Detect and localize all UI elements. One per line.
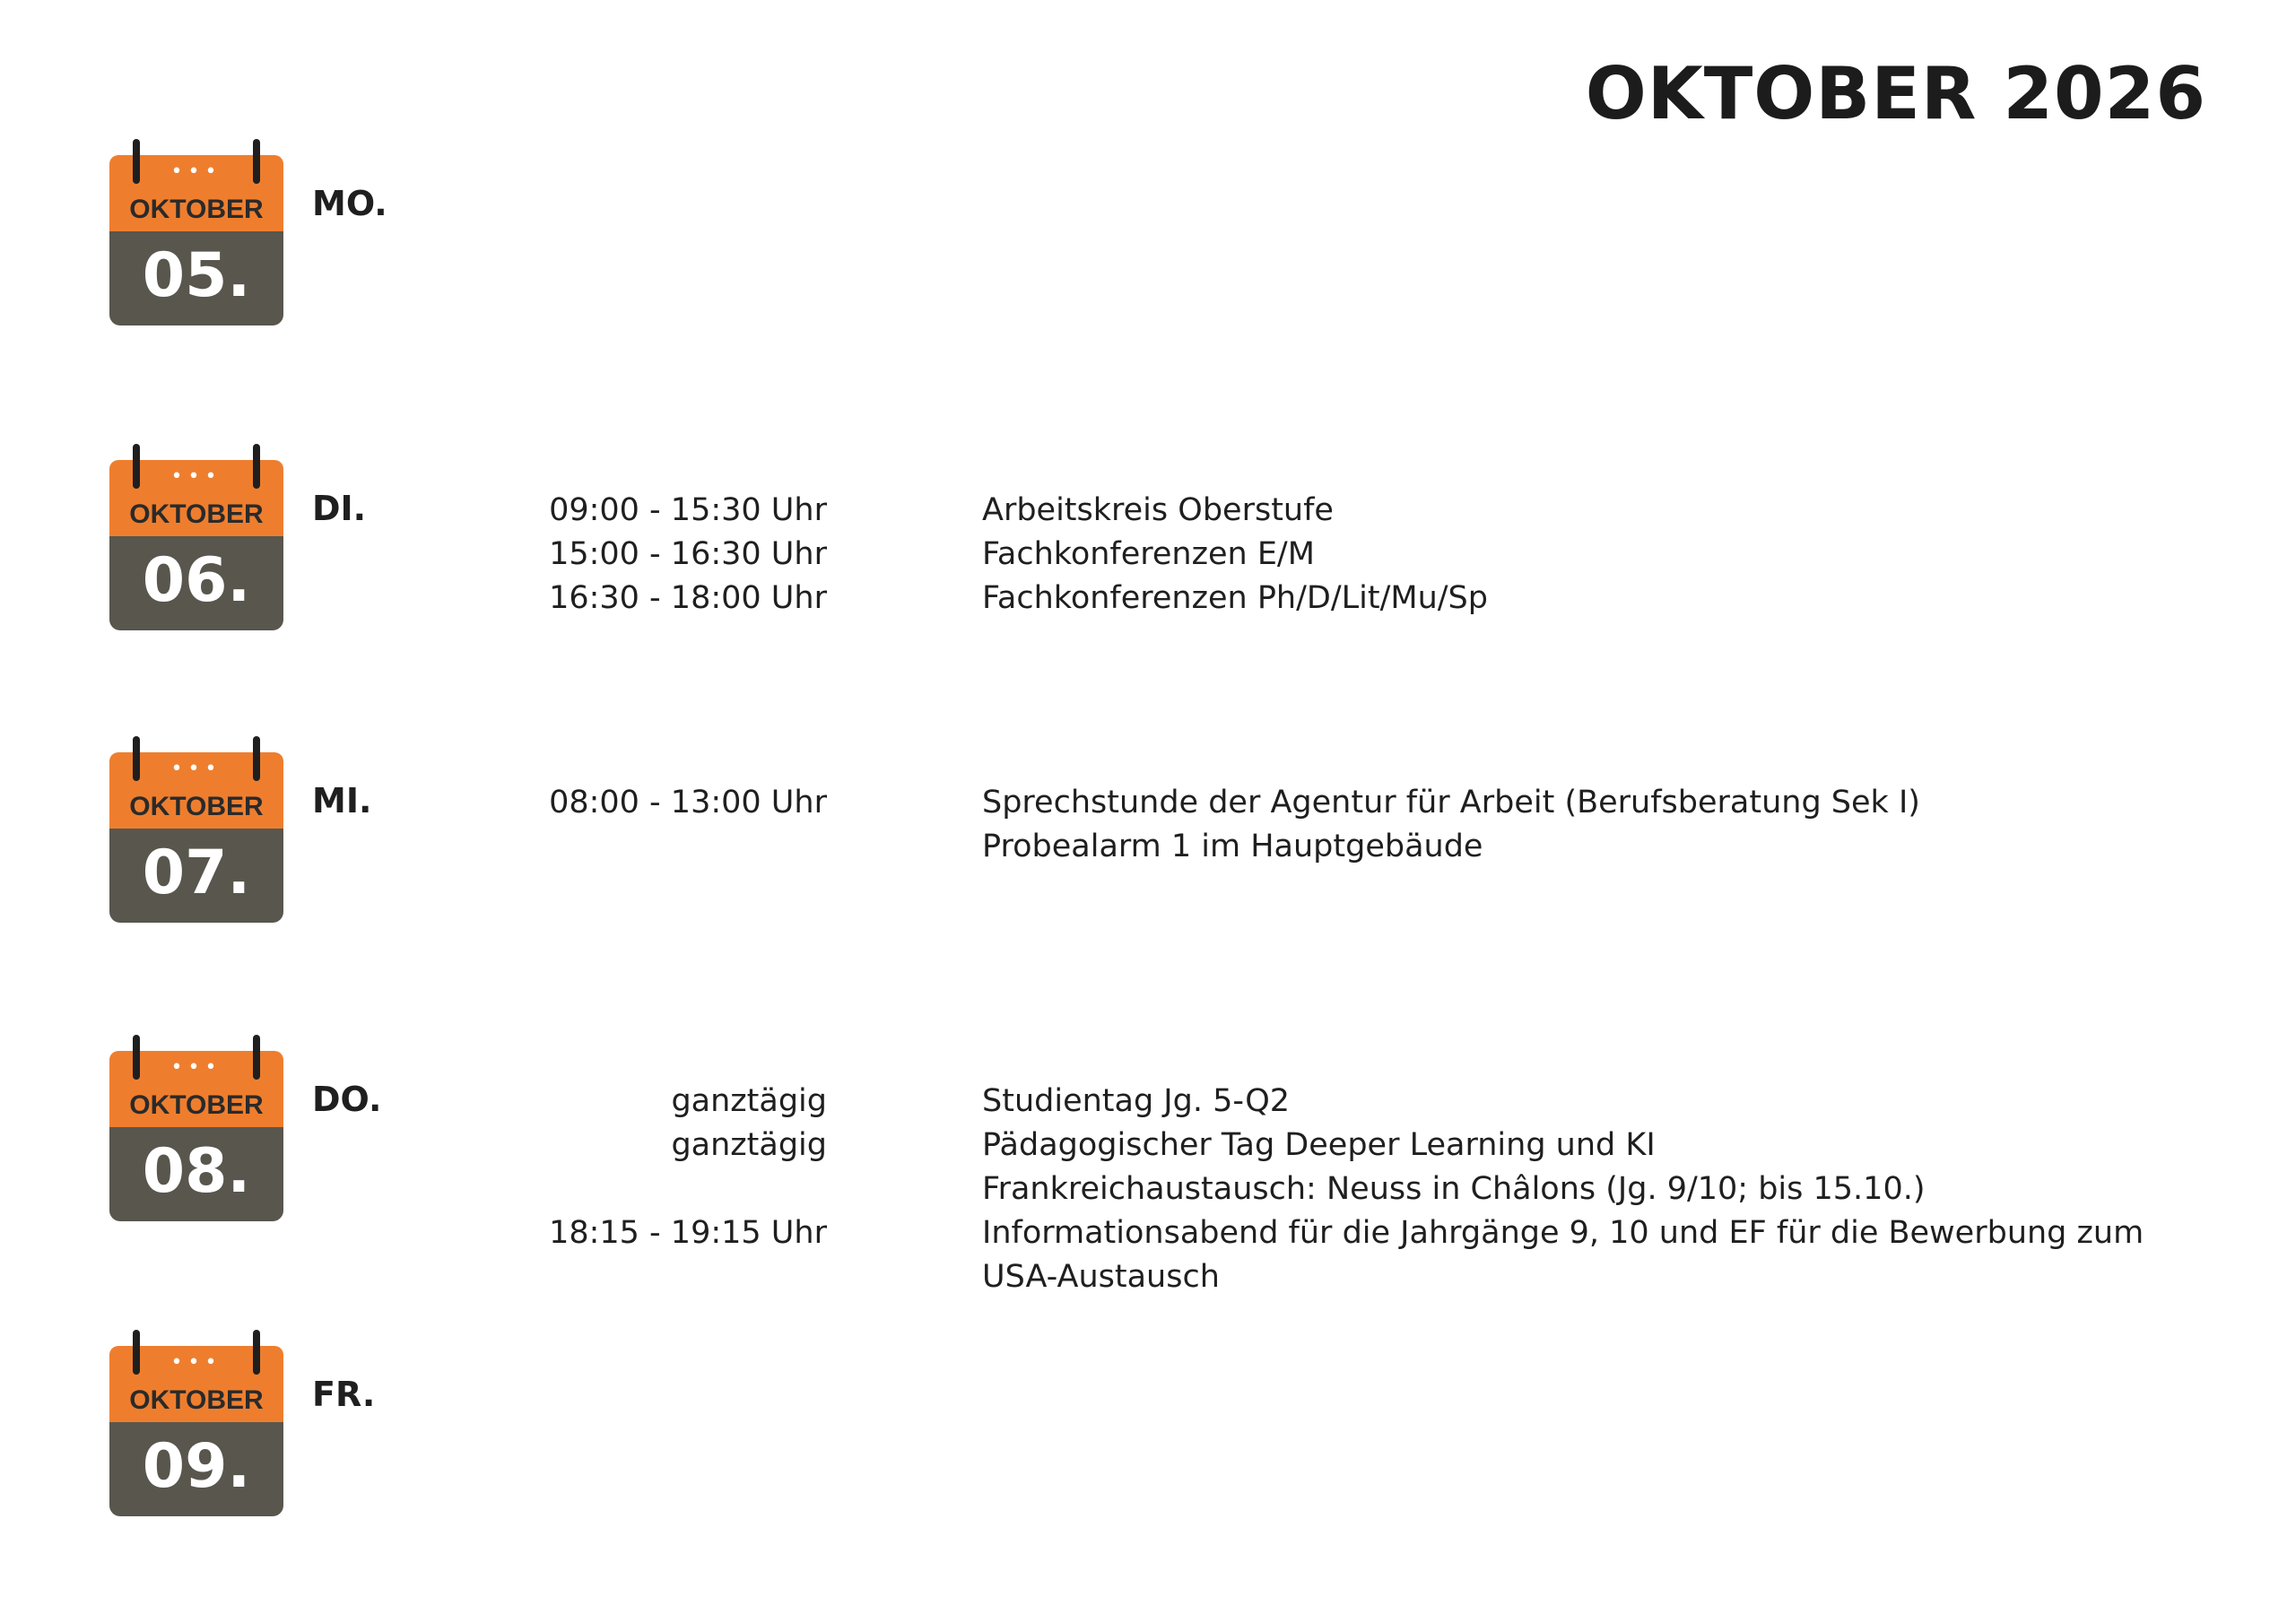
- event-list: [0, 781, 2296, 869]
- event-time: 18:15 - 19:15 Uhr: [549, 1215, 827, 1251]
- calendar-dots-icon: •••: [170, 161, 222, 183]
- event-title: Arbeitskreis Oberstufe: [982, 492, 1334, 528]
- calendar-ring-icon: [133, 139, 140, 184]
- weekday-label: FR.: [312, 1375, 376, 1414]
- weekday-label: MO.: [312, 184, 387, 223]
- calendar-date: 08.: [142, 1136, 251, 1207]
- calendar-ring-icon: [133, 444, 140, 489]
- event-item: [0, 1167, 2296, 1211]
- calendar-ring-icon: [133, 1035, 140, 1080]
- calendar-icon: [109, 1330, 283, 1516]
- calendar-ring-icon: [253, 1330, 260, 1375]
- event-list: [0, 1080, 2296, 1299]
- calendar-month: OKTOBER: [129, 792, 264, 821]
- calendar-month: OKTOBER: [129, 195, 264, 224]
- calendar-icon-body: [109, 231, 283, 325]
- calendar-ring-icon: [253, 444, 260, 489]
- calendar-month: OKTOBER: [129, 1090, 264, 1120]
- event-item: [0, 781, 2296, 825]
- event-title: Studientag Jg. 5-Q2: [982, 1083, 1291, 1119]
- calendar-ring-icon: [133, 1330, 140, 1375]
- event-title: Informationsabend für die Jahrgänge 9, 10 und EF für die Bewerbung zum USA-Austausch: [982, 1215, 2144, 1295]
- calendar-date: 09.: [142, 1431, 251, 1502]
- calendar-ring-icon: [253, 736, 260, 781]
- event-title: Frankreichaustausch: Neuss in Châlons (Jg. 9/10; bis 15.10.): [982, 1171, 1926, 1207]
- calendar-month: OKTOBER: [129, 1385, 264, 1415]
- weekday-label: DI.: [312, 489, 367, 528]
- calendar-dots-icon: •••: [170, 1351, 222, 1374]
- calendar-ring-icon: [253, 1035, 260, 1080]
- event-time: ganztägig: [671, 1083, 827, 1119]
- event-time: 08:00 - 13:00 Uhr: [549, 785, 827, 820]
- calendar-icon: [109, 139, 283, 325]
- event-time: 15:00 - 16:30 Uhr: [549, 536, 827, 572]
- event-time: 09:00 - 15:30 Uhr: [549, 492, 827, 528]
- calendar-month: OKTOBER: [129, 499, 264, 529]
- event-time: 16:30 - 18:00 Uhr: [549, 580, 827, 616]
- calendar-icon-body: [109, 1422, 283, 1516]
- calendar-dots-icon: •••: [170, 1056, 222, 1079]
- calendar-date: 06.: [142, 545, 251, 616]
- event-title: Fachkonferenzen E/M: [982, 536, 1315, 572]
- event-title: Pädagogischer Tag Deeper Learning und KI: [982, 1127, 1656, 1163]
- calendar-dots-icon: •••: [170, 465, 222, 488]
- event-item: [0, 577, 2296, 621]
- weekday-label: DO.: [312, 1080, 382, 1119]
- weekday-label: MI.: [312, 781, 372, 820]
- event-list: [0, 489, 2296, 621]
- calendar-ring-icon: [133, 736, 140, 781]
- event-item: [0, 1124, 2296, 1167]
- calendar-date: 07.: [142, 838, 251, 908]
- event-item: [0, 1080, 2296, 1124]
- event-title: Sprechstunde der Agentur für Arbeit (Berufsberatung Sek I): [982, 785, 1920, 820]
- event-item: [0, 825, 2296, 869]
- event-item: [0, 489, 2296, 533]
- calendar-date: 05.: [142, 240, 251, 311]
- event-item: [0, 1211, 2296, 1299]
- calendar-dots-icon: •••: [170, 758, 222, 780]
- event-time: ganztägig: [671, 1127, 827, 1163]
- event-title: Fachkonferenzen Ph/D/Lit/Mu/Sp: [982, 580, 1488, 616]
- calendar-ring-icon: [253, 139, 260, 184]
- event-title: Probealarm 1 im Hauptgebäude: [982, 829, 1483, 864]
- event-item: [0, 533, 2296, 577]
- page-title: OKTOBER 2026: [1585, 52, 2206, 135]
